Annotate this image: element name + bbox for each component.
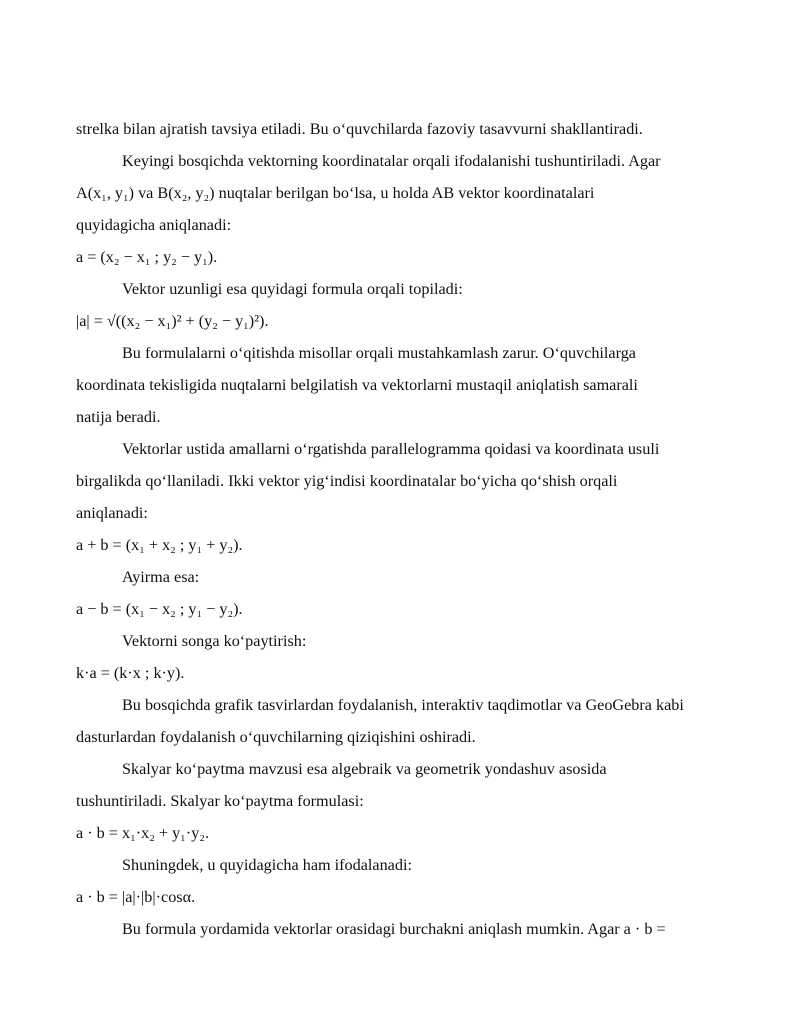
- formula-line: a · b = |a|·|b|·cosα.: [76, 888, 196, 906]
- formula-line: a + b = (x₁ + x₂ ; y₁ + y₂).: [76, 536, 243, 554]
- text-line: Ayirma esa:: [122, 568, 200, 586]
- text-line: Keyingi bosqichda vektorning koordinatalar orqali ifodalanishi tushuntiriladi. Agar: [122, 152, 661, 170]
- formula-line: a − b = (x₁ − x₂ ; y₁ − y₂).: [76, 600, 243, 618]
- text-line: Vektor uzunligi esa quyidagi formula orqali topiladi:: [122, 280, 463, 298]
- formula-line: |a| = √((x₂ − x₁)² + (y₂ − y₁)²).: [76, 312, 269, 330]
- text-line: Bu formulalarni o‘qitishda misollar orqali mustahkamlash zarur. O‘quvchilarga: [122, 344, 636, 362]
- text-line: Skalyar ko‘paytma mavzusi esa algebraik va geometrik yondashuv asosida: [122, 760, 607, 778]
- text-line: tushuntiriladi. Skalyar ko‘paytma formulasi:: [76, 792, 364, 810]
- formula-line: k·a = (k·x ; k·y).: [76, 664, 185, 682]
- text-line: quyidagicha aniqlanadi:: [76, 216, 232, 234]
- text-line: strelka bilan ajratish tavsiya etiladi. Bu o‘quvchilarda fazoviy tasavvurni shakllantiradi.: [76, 120, 643, 138]
- text-line: Vektorlar ustida amallarni o‘rgatishda parallelogramma qoidasi va koordinata usuli: [122, 440, 660, 458]
- document-page: [76, 113, 756, 945]
- text-line: birgalikda qo‘llaniladi. Ikki vektor yig‘indisi koordinatalar bo‘yicha qo‘shish orqali: [76, 472, 618, 490]
- text-line: aniqlanadi:: [76, 504, 148, 522]
- text-line: Vektorni songa ko‘paytirish:: [122, 632, 307, 650]
- text-line: natija beradi.: [76, 408, 161, 426]
- formula-line: a · b = x₁·x₂ + y₁·y₂.: [76, 824, 209, 842]
- text-line: Bu formula yordamida vektorlar orasidagi burchakni aniqlash mumkin. Agar a · b =: [122, 920, 666, 938]
- text-line: Bu bosqichda grafik tasvirlardan foydalanish, interaktiv taqdimotlar va GeoGebra kabi: [122, 696, 684, 714]
- text-line: koordinata tekisligida nuqtalarni belgilatish va vektorlarni mustaqil aniqlatish samarali: [76, 376, 638, 394]
- text-line: dasturlardan foydalanish o‘quvchilarning qiziqishini oshiradi.: [76, 728, 476, 746]
- formula-line: a = (x₂ − x₁ ; y₂ − y₁).: [76, 248, 218, 266]
- text-line: A(x₁, y₁) va B(x₂, y₂) nuqtalar berilgan bo‘lsa, u holda AB vektor koordinatalari: [76, 184, 595, 202]
- text-line: Shuningdek, u quyidagicha ham ifodalanadi:: [122, 856, 412, 874]
